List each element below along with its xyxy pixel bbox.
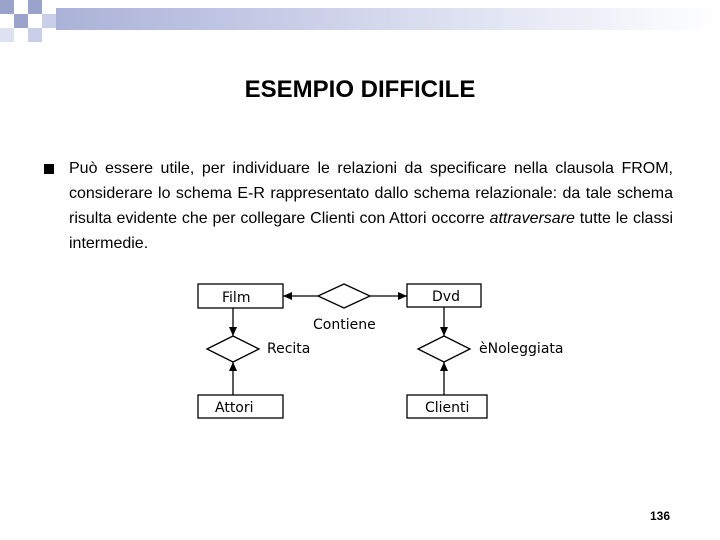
- entity-dvd-label: Dvd: [432, 289, 460, 305]
- relation-recita-diamond: [207, 336, 259, 362]
- slide-title: ESEMPIO DIFFICILE: [244, 76, 476, 103]
- bullet-italic-word: attraversare: [489, 210, 575, 227]
- arrow-to-film: [283, 292, 292, 300]
- bullet-text-before: Può essere utile, per individuare le relazioni da specificare nella clausola FROM, considerare lo schema E-R rappresentato dallo schema relazionale: da tale schema risulta evidente che per collegare Clienti con Attori occorre: [69, 160, 673, 227]
- bullet-text-after: tutte le classi intermedie.: [69, 210, 673, 252]
- arrow-to-noleggiata-from-clienti: [440, 362, 448, 371]
- relation-recita-label: Recita: [267, 341, 311, 357]
- arrow-to-recita-from-attori: [229, 362, 237, 371]
- page-number: 136: [650, 509, 671, 523]
- relation-contiene-label: Contiene: [313, 317, 376, 333]
- relation-noleggiata-diamond: [418, 336, 470, 362]
- entity-clienti-label: Clienti: [425, 400, 470, 416]
- relation-noleggiata-label: èNoleggiata: [479, 341, 564, 357]
- arrow-to-recita: [229, 327, 237, 336]
- arrow-to-dvd: [398, 292, 407, 300]
- relation-contiene-diamond: [318, 284, 370, 308]
- entity-attori-label: Attori: [215, 400, 254, 416]
- arrow-to-noleggiata: [440, 327, 448, 336]
- entity-film-label: Film: [222, 290, 251, 306]
